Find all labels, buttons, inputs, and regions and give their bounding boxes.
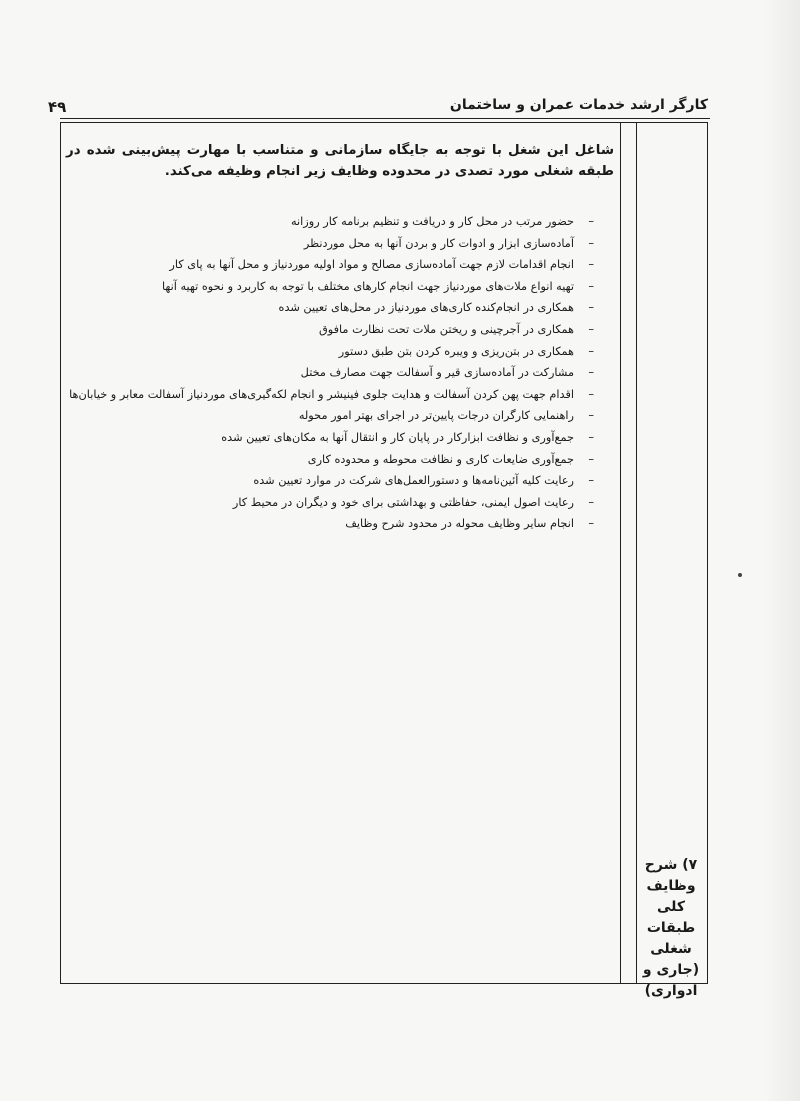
duty-item: – اقدام جهت پهن کردن آسفالت و هدایت جلوی فینیشر و انجام لکه‌گیری‌های موردنیاز آسفالت معابر و خیابان‌ها [66, 384, 594, 406]
duty-item: – همکاری در انجام‌کنده کاری‌های موردنیاز در محل‌های تعیین شده [66, 297, 594, 319]
running-title: کارگر ارشد خدمات عمران و ساختمان [449, 97, 708, 113]
duty-item: – جمع‌آوری و نظافت ابزارکار در پایان کار و انتقال آنها به مکان‌های تعیین شده [66, 427, 594, 449]
section-label-line: ۷) شرح [644, 857, 698, 873]
duty-item: – جمع‌آوری ضایعات کاری و نظافت محوطه و محدوده کاری [66, 449, 594, 471]
section-label-line: شغلی [650, 941, 692, 957]
duty-item: – تهیه انواع ملات‌های موردنیاز جهت انجام کارهای مختلف با توجه به کاربرد و نحوه تهیه آنها [66, 276, 594, 298]
duty-item: – انجام سایر وظایف محوله در محدود شرح وظایف [66, 513, 594, 535]
duty-item: – مشارکت در آماده‌سازی قیر و آسفالت جهت مصارف مختل [66, 362, 594, 384]
duty-item: – همکاری در آجرچینی و ریختن ملات تحت نظارت مافوق [66, 319, 594, 341]
section-label-line: طبقات [646, 920, 696, 936]
page-edge-shadow [764, 0, 800, 1101]
section-label-line: وظایف [646, 878, 696, 894]
duty-item: – آماده‌سازی ابزار و ادوات کار و بردن آنها به محل موردنظر [66, 233, 594, 255]
header-rule [60, 118, 710, 119]
duty-item: – حضور مرتب در محل کار و دریافت و تنظیم برنامه کار روزانه [66, 211, 594, 233]
column-divider [620, 122, 621, 984]
intro-paragraph: شاغل این شغل با توجه به جایگاه سازمانی و متناسب با مهارت پیش‌بینی شده در طبقه شغلی مورد تصدی در محدوده وظایف زیر انجام وظیفه می‌کند. [66, 143, 614, 179]
page-number: ۴۹ [48, 98, 67, 116]
duty-item: – راهنمایی کارگران درجات پایین‌تر در اجرای بهتر امور محوله [66, 405, 594, 427]
column-divider-inner [636, 122, 637, 984]
scan-dot [738, 573, 742, 577]
section-label-line: ادواری) [644, 983, 698, 999]
duty-item: – انجام اقدامات لازم جهت آماده‌سازی مصالح و مواد اولیه موردنیاز و محل آنها به پای کار [66, 254, 594, 276]
duty-list [66, 211, 594, 535]
section-label-line: (جاری و [642, 962, 700, 978]
duty-item: – همکاری در بتن‌ریزی و ویبره کردن بتن طبق دستور [66, 341, 594, 363]
section-label [640, 855, 702, 1002]
duty-item: – رعایت اصول ایمنی، حفاظتی و بهداشتی برای خود و دیگران در محیط کار [66, 492, 594, 514]
duty-item: – رعایت کلیه آئین‌نامه‌ها و دستورالعمل‌های شرکت در موارد تعیین شده [66, 470, 594, 492]
section-label-line: کلی [656, 899, 686, 915]
